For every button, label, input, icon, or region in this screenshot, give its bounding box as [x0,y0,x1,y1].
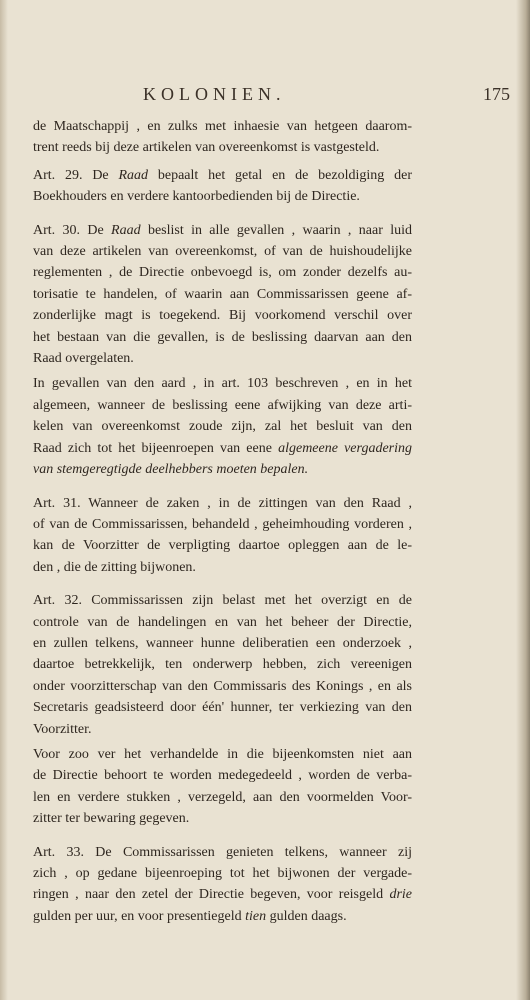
text-line: den , die de zitting bijwonen. [33,559,196,575]
page-number: 175 [483,84,510,104]
text-line: algemeen, wanneer de beslissing eene afwijking van deze arti- [33,397,412,413]
text-line: daartoe betrekkelijk, ten onderwerp hebben, zich vereenigen [33,657,412,673]
text-line: de Directie behoort te worden medegedeeld , worden de verba- [33,768,412,784]
text-line: Voor zoo ver het verhandelde in die bijeenkomsten niet aan [33,746,412,762]
text-line: reglementen , de Directie onbevoegd is, om zonder dezelfs au- [33,265,412,281]
article-33 [33,842,412,928]
text-line: en zullen telkens, wanneer hunne deliberatien een onderzoek , [33,635,412,651]
text-line: Art. 29. De Raad bepaalt het getal en de bezoldiging der [33,167,412,183]
page-header [28,84,510,108]
text-line: Boekhouders en verdere kantoorbedienden bij de Directie. [33,189,360,205]
text-line: torisatie te handelen, of waarin aan Commissarissen geene af- [33,286,412,302]
text-line: In gevallen van den aard , in art. 103 beschreven , en in het [33,376,412,392]
article-31 [33,493,412,579]
text-line: Art. 30. De Raad beslist in alle gevallen , waarin , naar luid [33,222,412,238]
text-line: trent reeds bij deze artikelen van overeenkomst is vastgesteld. [33,140,380,156]
text-line: controle van de handelingen en van het beheer der Directie, [33,614,412,630]
text-line: zitter ter bewaring gegeven. [33,811,190,827]
article-32 [33,590,412,740]
text-line: Art. 31. Wanneer de zaken , in de zittingen van den Raad , [33,495,412,511]
body-text [33,116,412,939]
text-line: ringen , naar den zetel der Directie begeven, voor reisgeld drie [33,887,412,903]
text-line: Raad zich tot het bijeenroepen van eene algemeene vergadering [33,440,412,456]
text-line: len en verdere stukken , verzegeld, aan den voormelden Voor- [33,789,412,805]
text-line: de Maatschappij , en zulks met inhaesie van hetgeen daarom- [33,119,412,134]
text-line: Art. 33. De Commissarissen genieten telkens, wanneer zij [33,844,412,860]
text-line: van deze artikelen van overeenkomst, of van de huishoudelijke [33,244,412,260]
article-30 [33,220,412,370]
text-line: kan de Voorzitter de verpligting daartoe opleggen aan de le- [33,538,412,554]
text-line: onder voorzitterschap van den Commissaris des Konings , en als [33,678,412,694]
text-line: het bestaan van die gevallen, is de beslissing daarvan aan den [33,329,412,345]
text-line: zonderlijke magt is toegekend. Bij voorkomend verschil over [33,308,412,324]
text-line: van stemgeregtigde deelhebbers moeten bepalen. [33,462,309,478]
article-30-continued [33,373,412,480]
text-line: gulden per uur, en voor presentiegeld tien gulden daags. [33,908,347,924]
text-line: Secretaris geadsisteerd door één' hunner, ter verkiezing van den [33,700,412,716]
text-line: of van de Commissarissen, behandeld , geheimhouding vorderen , [33,516,412,532]
text-line: Voorzitter. [33,721,92,737]
article-32-continued [33,744,412,830]
running-head: KOLONIEN. [143,84,286,104]
article-29 [33,165,412,208]
text-line: kelen van overeenkomst zoude zijn, zal het besluit van den [33,419,412,435]
text-line: Art. 32. Commissarissen zijn belast met het overzigt en de [33,593,412,609]
page-spine-shadow [0,0,8,1000]
page-edge-shadow [516,0,530,1000]
paragraph-continuation [33,116,412,159]
text-line: zich , op gedane bijeenroeping tot het bijwonen der vergade- [33,866,412,881]
text-line: Raad overgelaten. [33,351,134,367]
